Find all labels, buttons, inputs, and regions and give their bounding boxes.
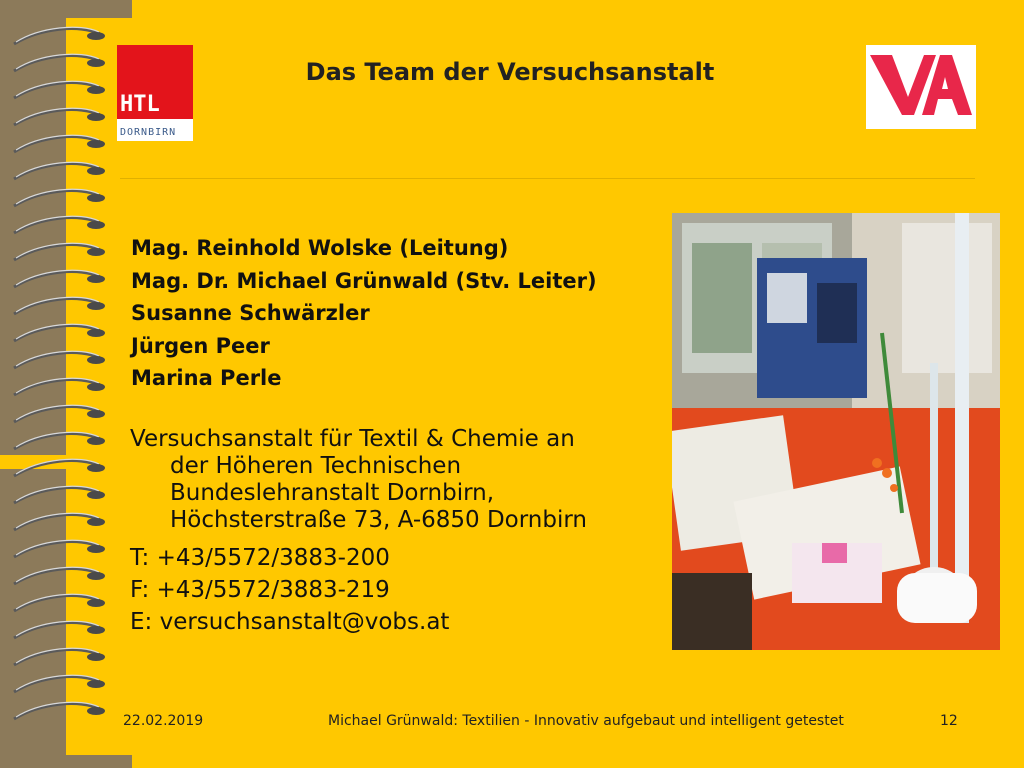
team-member: Susanne Schwärzler xyxy=(131,301,370,325)
address-block xyxy=(130,426,670,534)
address-line: der Höheren Technischen xyxy=(170,453,462,479)
address-line: Versuchsanstalt für Textil & Chemie an xyxy=(130,426,575,452)
svg-text:HTL: HTL xyxy=(120,92,160,117)
address-line: Bundeslehranstalt Dornbirn, xyxy=(170,480,495,506)
va-logo xyxy=(866,45,976,129)
team-list xyxy=(131,232,597,395)
lab-photo xyxy=(672,213,1000,650)
contact-email[interactable]: E: versuchsanstalt@vobs.at xyxy=(130,609,450,635)
contact-block xyxy=(130,542,449,638)
contact-phone: T: +43/5572/3883-200 xyxy=(130,545,390,571)
svg-text:DORNBIRN: DORNBIRN xyxy=(120,127,177,138)
team-member: Marina Perle xyxy=(131,366,282,390)
htl-dornbirn-logo xyxy=(117,45,193,141)
title-divider xyxy=(120,178,975,179)
spiral-rings xyxy=(0,0,132,768)
slide-title: Das Team der Versuchsanstalt xyxy=(305,58,715,86)
team-member: Jürgen Peer xyxy=(131,333,270,358)
team-member: Mag. Dr. Michael Grünwald (Stv. Leiter) xyxy=(131,268,597,293)
contact-fax: F: +43/5572/3883-219 xyxy=(130,577,390,603)
address-line: Höchsterstraße 73, A-6850 Dornbirn xyxy=(170,507,587,533)
footer-date: 22.02.2019 xyxy=(123,713,204,729)
binder-spiral xyxy=(0,0,132,768)
team-member: Mag. Reinhold Wolske (Leitung) xyxy=(131,236,509,260)
footer-page-number: 12 xyxy=(940,713,958,729)
footer-text: Michael Grünwald: Textilien - Innovativ aufgebaut und intelligent getestet xyxy=(328,713,844,729)
